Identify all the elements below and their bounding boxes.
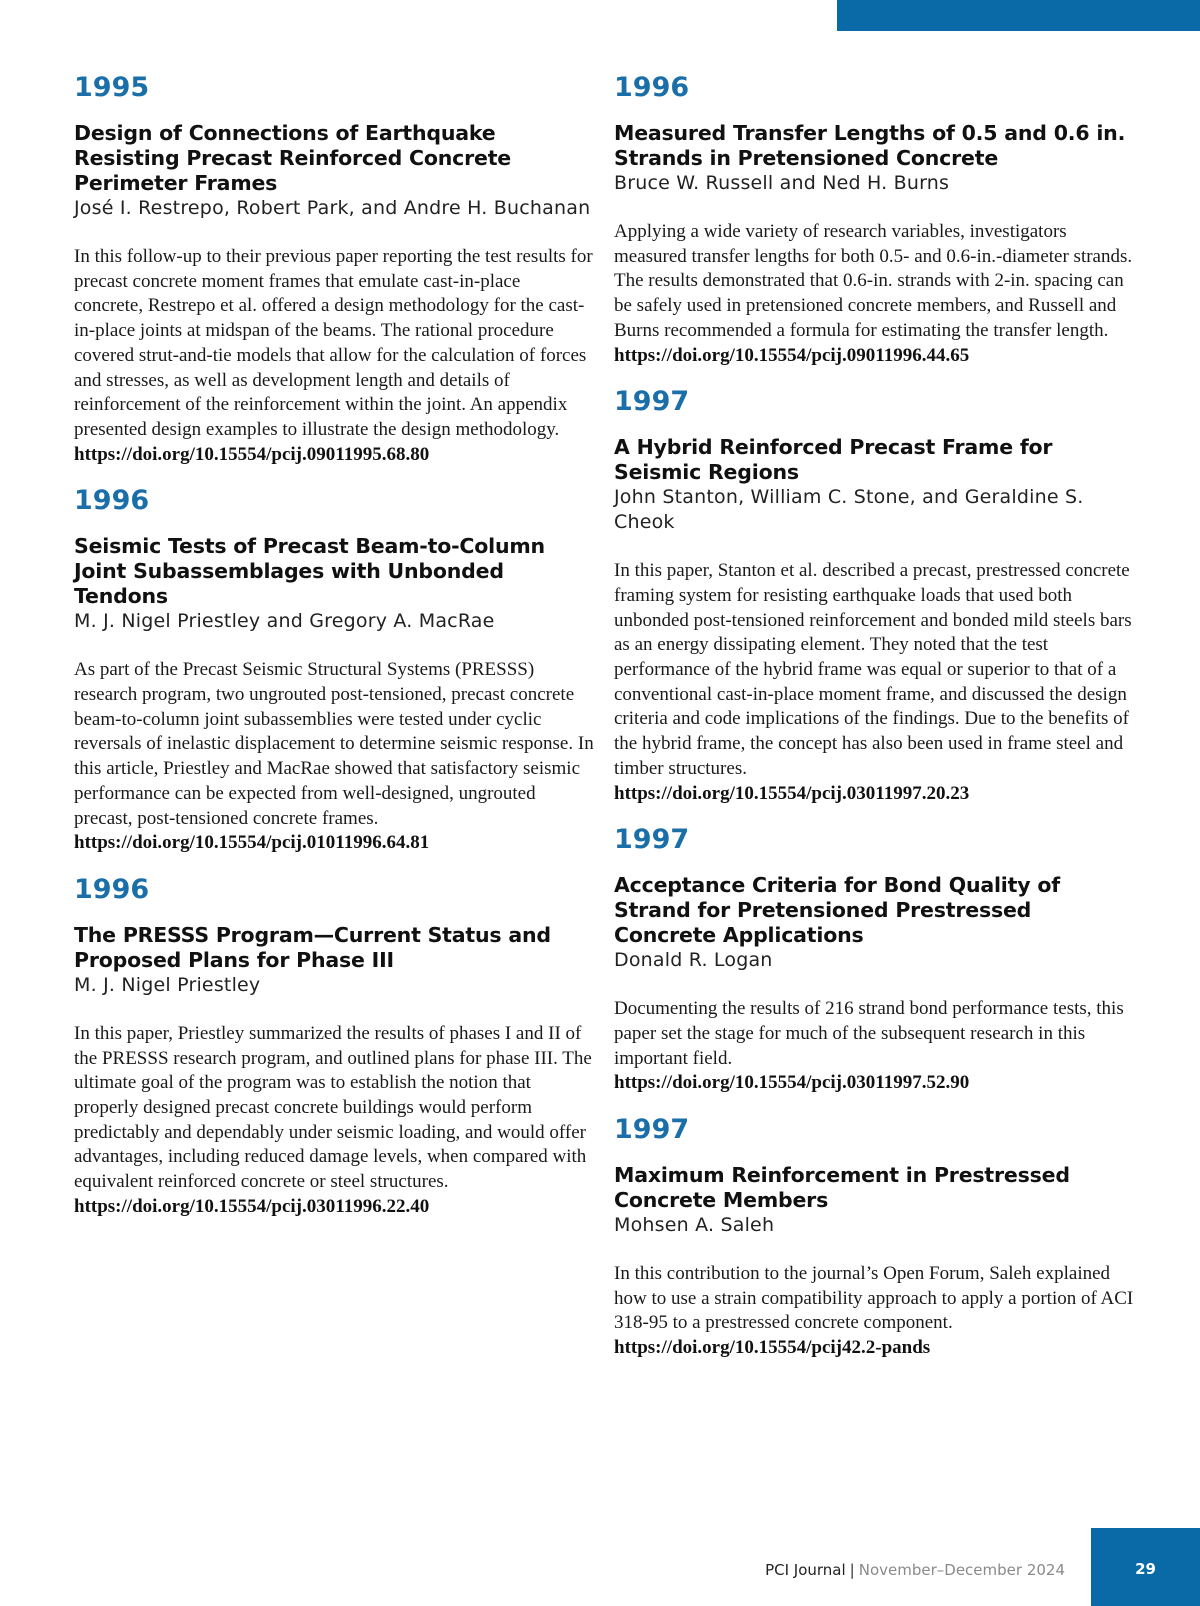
article-entry <box>74 872 594 1220</box>
entry-title: Measured Transfer Lengths of 0.5 and 0.6 in. Strands in Pretensioned Concrete <box>614 121 1126 170</box>
entry-summary: Applying a wide variety of research variables, investigators measured transfer lengths for both 0.5- and 0.6-in.-diameter strands. The results demonstrated that 0.6-in. strands with 2-in. spacing can be safely used in pretensioned concrete members, and Russell and Burns recommended a formula for estimating the transfer length. <box>614 221 1133 341</box>
entry-year: 1996 <box>74 873 150 905</box>
article-entry <box>74 483 594 856</box>
entry-year: 1995 <box>74 72 150 103</box>
page-footer <box>765 1560 1065 1580</box>
entry-authors: Bruce W. Russell and Ned H. Burns <box>614 172 950 194</box>
entry-doi-link[interactable]: https://doi.org/10.15554/pcij.09011995.68.80 <box>74 443 430 465</box>
entry-year: 1997 <box>614 824 690 856</box>
entry-title: Design of Connections of Earthquake Resisting Precast Reinforced Concrete Perimeter Frames <box>74 121 511 195</box>
issue-date: November–December 2024 <box>858 1561 1065 1579</box>
entry-summary: In this contribution to the journal’s Open Forum, Saleh explained how to use a strain compatibility approach to apply a portion of ACI 318-95 to a prestressed concrete component. <box>614 1263 1134 1334</box>
right-column <box>614 70 1134 1377</box>
article-entry <box>74 70 594 467</box>
entry-year: 1996 <box>614 72 690 103</box>
article-entry <box>614 70 1134 368</box>
entry-authors: José I. Restrepo, Robert Park, and Andre H. Buchanan <box>74 197 591 219</box>
entry-year: 1997 <box>614 386 690 418</box>
left-column <box>74 70 594 1236</box>
entry-authors: Mohsen A. Saleh <box>614 1214 775 1237</box>
entry-doi-link[interactable]: https://doi.org/10.15554/pcij.03011996.22.40 <box>74 1195 430 1217</box>
entry-doi-link[interactable]: https://doi.org/10.15554/pcij.03011997.20.23 <box>614 782 970 804</box>
entry-title: The PRESSS Program—Current Status and Proposed Plans for Phase III <box>74 922 551 972</box>
page-number-box <box>1091 1528 1200 1606</box>
entry-authors: John Stanton, William C. Stone, and Geraldine S. Cheok <box>614 486 1084 534</box>
page-number: 29 <box>1135 1560 1156 1578</box>
entry-doi-link[interactable]: https://doi.org/10.15554/pcij.09011996.44.65 <box>614 344 970 366</box>
journal-name: PCI Journal <box>765 1561 846 1579</box>
entry-summary: In this paper, Stanton et al. described a precast, prestressed concrete framing system for resisting earthquake loads that used both unbonded post-tensioned reinforcement and bonded mild steels bars as an energy dissipating element. They noted that the test performance of the hybrid frame was equal or superior to that of a conventional cast-in-place moment frame, and discussed the design criteria and code implications of the findings. Due to the benefits of the hybrid frame, the concept has also been used in frame steel and timber structures. <box>614 560 1132 779</box>
entry-summary: Documenting the results of 216 strand bond performance tests, this paper set the stage for much of the subsequent research in this important field. <box>614 998 1124 1069</box>
entry-summary: In this follow-up to their previous paper reporting the test results for precast concrete moment frames that emulate cast-in-place concrete, Restrepo et al. offered a design methodology for the cast-in-place joints at midspan of the beams. The rational procedure covered strut-and-tie models that allow for the calculation of forces and stresses, as well as development length and details of reinforcement of the reinforcement within the joint. An appendix presented design examples to illustrate the design methodology. <box>74 246 593 440</box>
entry-summary: In this paper, Priestley summarized the results of phases I and II of the PRESSS research program, and outlined plans for phase III. The ultimate goal of the program was to establish the notion that properly designed precast concrete buildings would perform predictably and dependably under seismic loading, and would offer advantages, including reduced damage levels, when compared with equivalent reinforced concrete or steel structures. <box>74 1022 592 1193</box>
article-entry <box>614 1112 1134 1361</box>
entry-summary: As part of the Precast Seismic Structural Systems (PRESSS) research program, two ungrouted post-tensioned, precast concrete beam-to-column joint subassemblies were tested under cyclic reversals of inelastic displacement to determine seismic response. In this article, Priestley and MacRae showed that satisfactory seismic performance can be expected from well-designed, ungrouted precast, post-tensioned concrete frames. <box>74 659 594 829</box>
entry-authors: Donald R. Logan <box>614 949 773 972</box>
entry-authors: M. J. Nigel Priestley and Gregory A. MacRae <box>74 610 495 633</box>
entry-title: A Hybrid Reinforced Precast Frame for Seismic Regions <box>614 435 1053 485</box>
top-accent-bar <box>837 0 1200 31</box>
entry-year: 1997 <box>614 1114 690 1146</box>
entry-doi-link[interactable]: https://doi.org/10.15554/pcij.01011996.64.81 <box>74 832 430 854</box>
entry-title: Seismic Tests of Precast Beam-to-Column Joint Subassemblages with Unbonded Tendons <box>74 534 545 609</box>
entry-doi-link[interactable]: https://doi.org/10.15554/pcij42.2-pands <box>614 1337 931 1359</box>
entry-authors: M. J. Nigel Priestley <box>74 973 261 996</box>
article-entry <box>614 384 1134 806</box>
entry-title: Acceptance Criteria for Bond Quality of Strand for Pretensioned Prestressed Concrete Applications <box>614 873 1060 948</box>
entry-year: 1996 <box>74 485 150 517</box>
entry-title: Maximum Reinforcement in Prestressed Concrete Members <box>614 1163 1070 1213</box>
entry-doi-link[interactable]: https://doi.org/10.15554/pcij.03011997.52.90 <box>614 1072 970 1094</box>
article-entry <box>614 822 1134 1096</box>
footer-separator: | <box>849 1561 855 1579</box>
